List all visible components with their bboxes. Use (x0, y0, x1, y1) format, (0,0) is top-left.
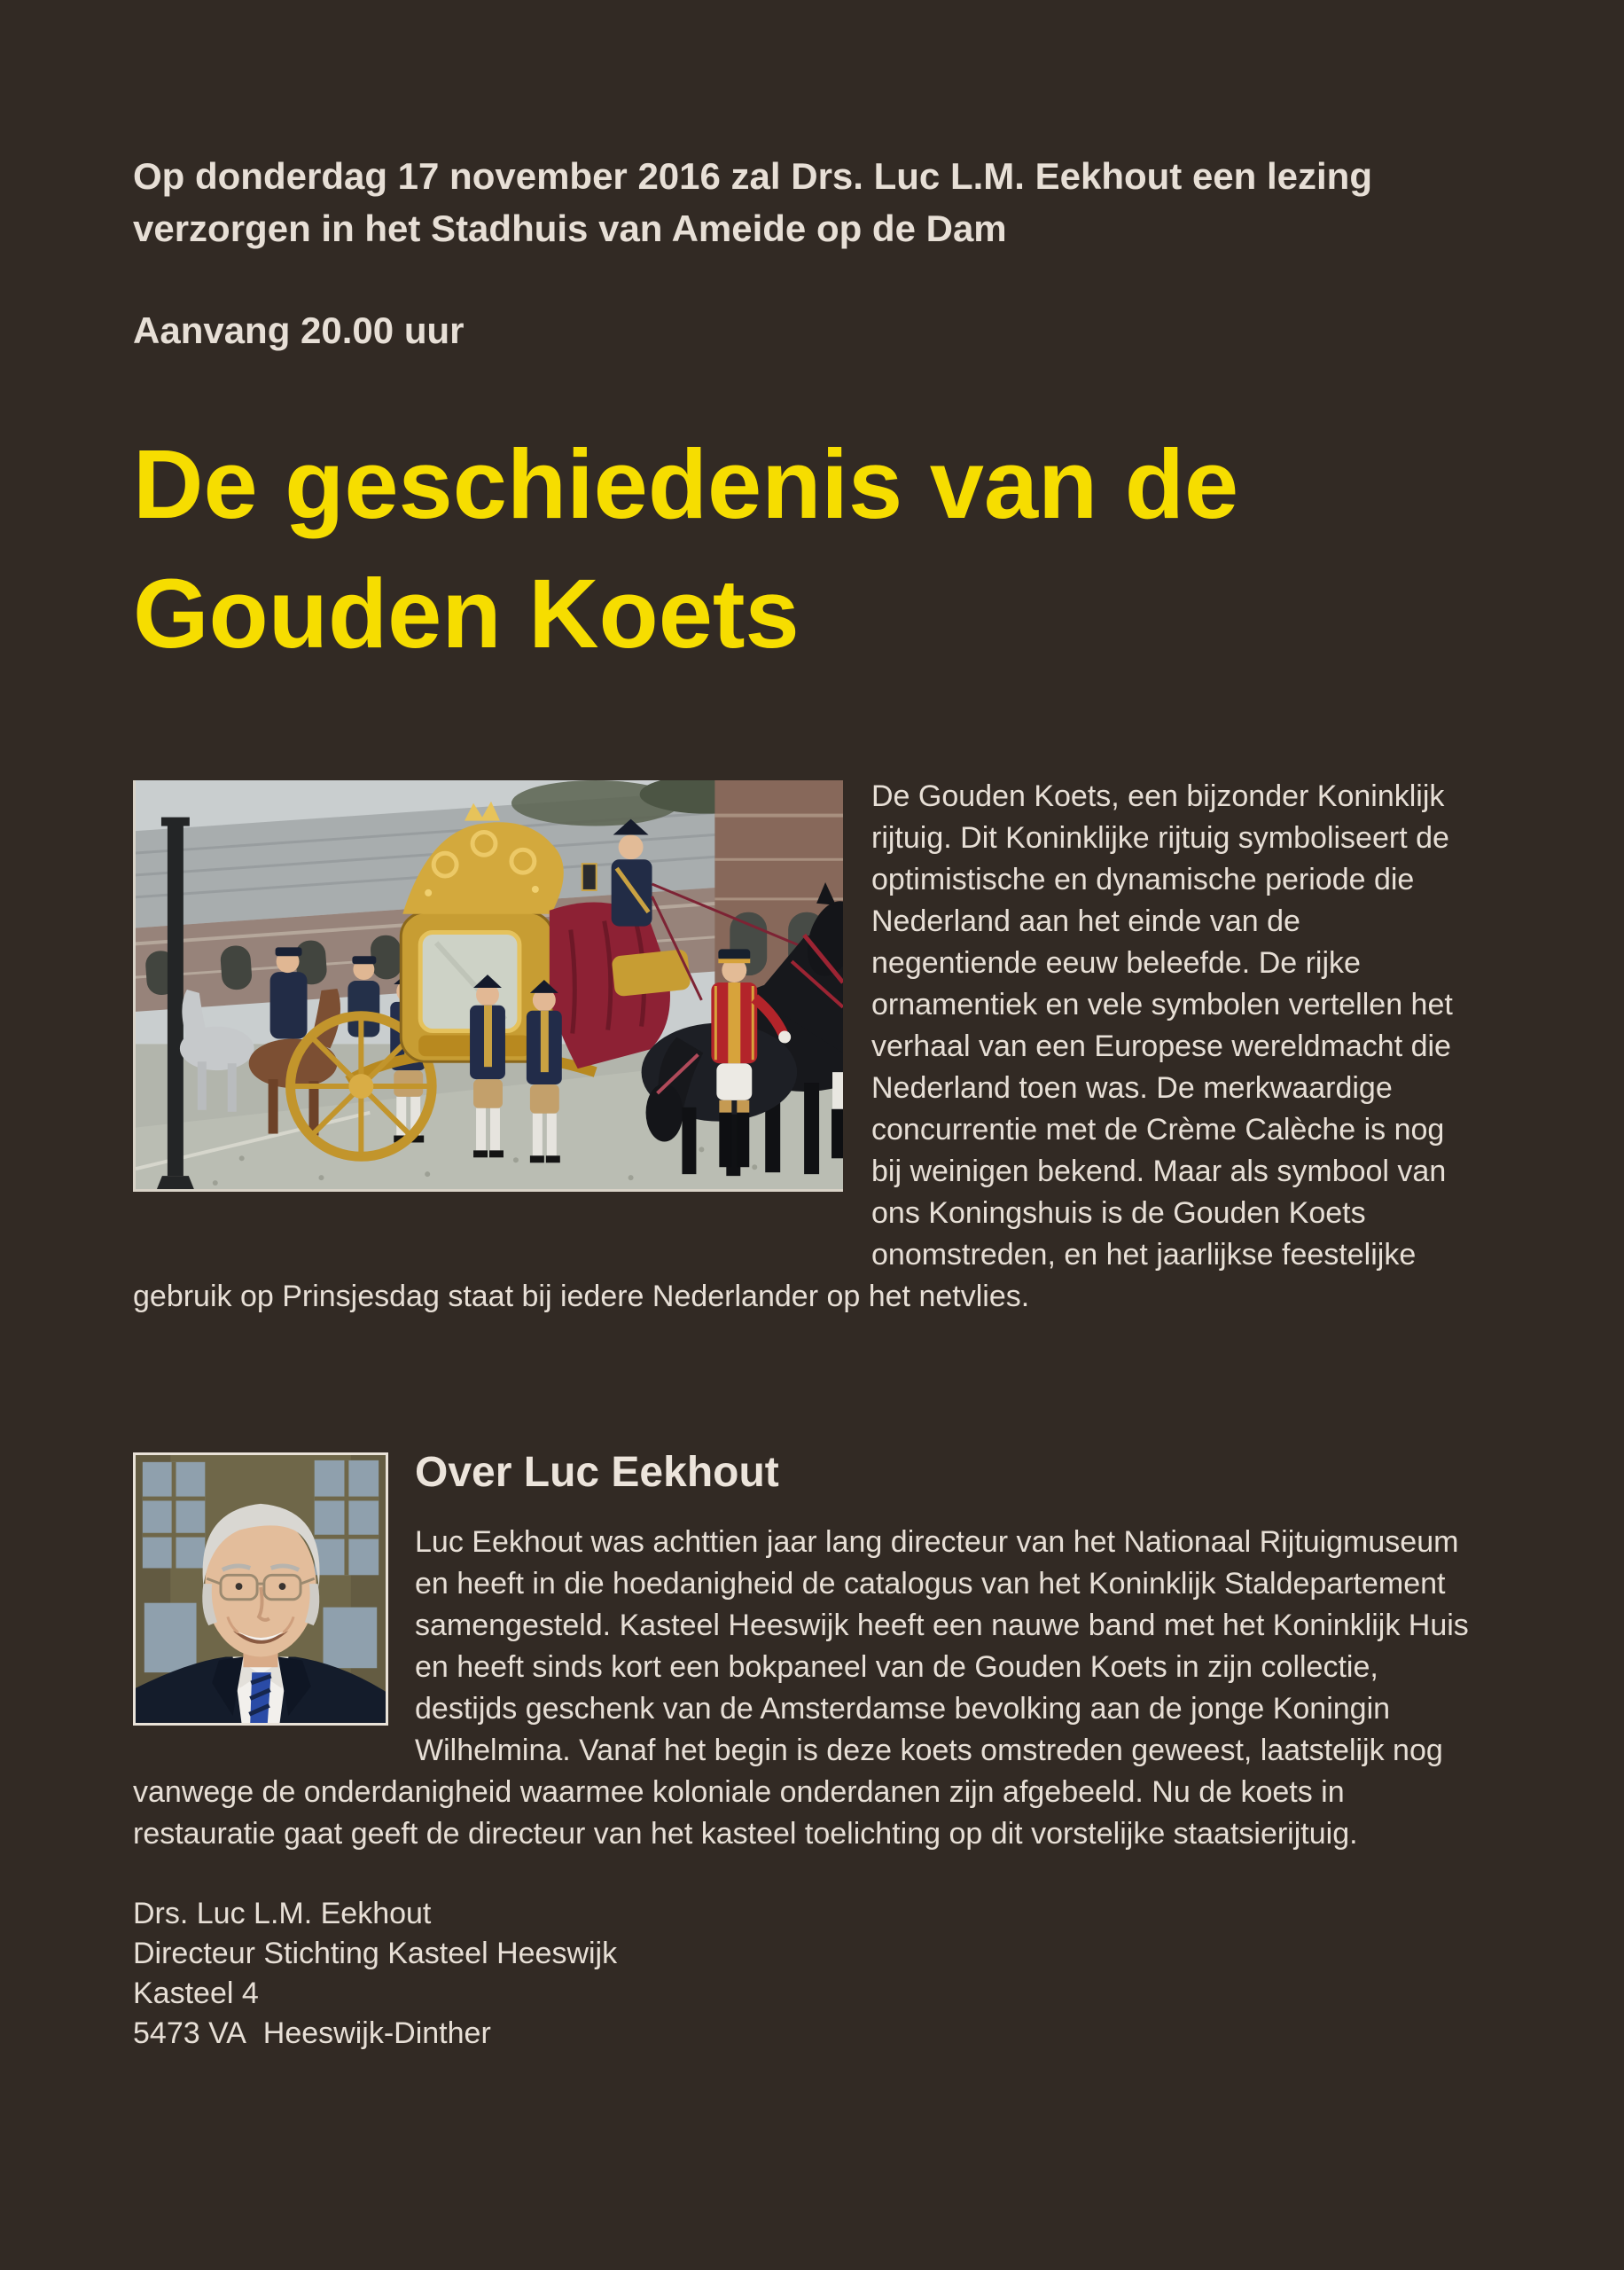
gouden-koets-paragraph: De Gouden Koets, een bijzonder Koninklijk rijtuig. Dit Koninklijke rijtuig symboliseert de optimistische en dynamische periode die Nederland aan het einde van de negentiende eeuw beleefde. De rijke ornamentiek en vele symbolen vertellen het verhaal van een Europese wereldmacht die Nederland toen was. De merkwaardige concurrentie met de Crème Calèche is nog bij weinigen bekend. Maar als symbool van ons Koningshuis is de Gouden Koets onomstreden, en het jaarlijkse feestelijke gebruik op Prinsjesdag staat bij iedere Nederlander op het netvlies. (133, 779, 1453, 1313)
start-time-text: Aanvang 20.00 uur (133, 309, 465, 351)
contact-name: Drs. Luc L.M. Eekhout (133, 1896, 432, 1930)
announcement-text: Op donderdag 17 november 2016 zal Drs. Luc L.M. Eekhout een lezing verzorgen in het Stadhuis van Ameide op de Dam (133, 155, 1372, 249)
about-paragraph: Luc Eekhout was achttien jaar lang directeur van het Nationaal Rijtuigmuseum en heeft in die hoedanigheid de catalogus van het Koninklijk Staldepartement samengesteld. Kasteel Heeswijk heeft een nauwe band met het Koninklijk Huis en heeft sinds kort een bokpaneel van de Gouden Koets in zijn collectie, destijds geschenk van de Amsterdamse bevolking aan de jonge Koningin Wilhelmina. Vanaf het begin is deze koets omstreden geweest, laatstelijk nog vanwege de onderdanigheid waarmee koloniale onderdanen zijn afgebeeld. Nu de koets in restauratie gaat geeft de directeur van het kasteel toelichting op dit vorstelijke staatsierijtuig. (133, 1524, 1469, 1851)
gouden-koets-section (133, 776, 1473, 1318)
about-section (133, 1449, 1473, 1855)
contact-block (133, 1894, 1473, 2054)
gouden-koets-photo (133, 780, 843, 1192)
about-heading: Over Luc Eekhout (415, 1448, 779, 1496)
contact-role: Directeur Stichting Kasteel Heeswijk (133, 1936, 618, 1970)
luc-eekhout-portrait-photo (133, 1452, 388, 1726)
page-title-line2: Gouden Koets (133, 559, 800, 669)
contact-address-city: 5473 VA Heeswijk-Dinther (133, 2016, 491, 2050)
page-title (133, 420, 1473, 677)
contact-address-street: Kasteel 4 (133, 1976, 259, 2010)
page-title-line1: De geschiedenis van de (133, 430, 1239, 540)
